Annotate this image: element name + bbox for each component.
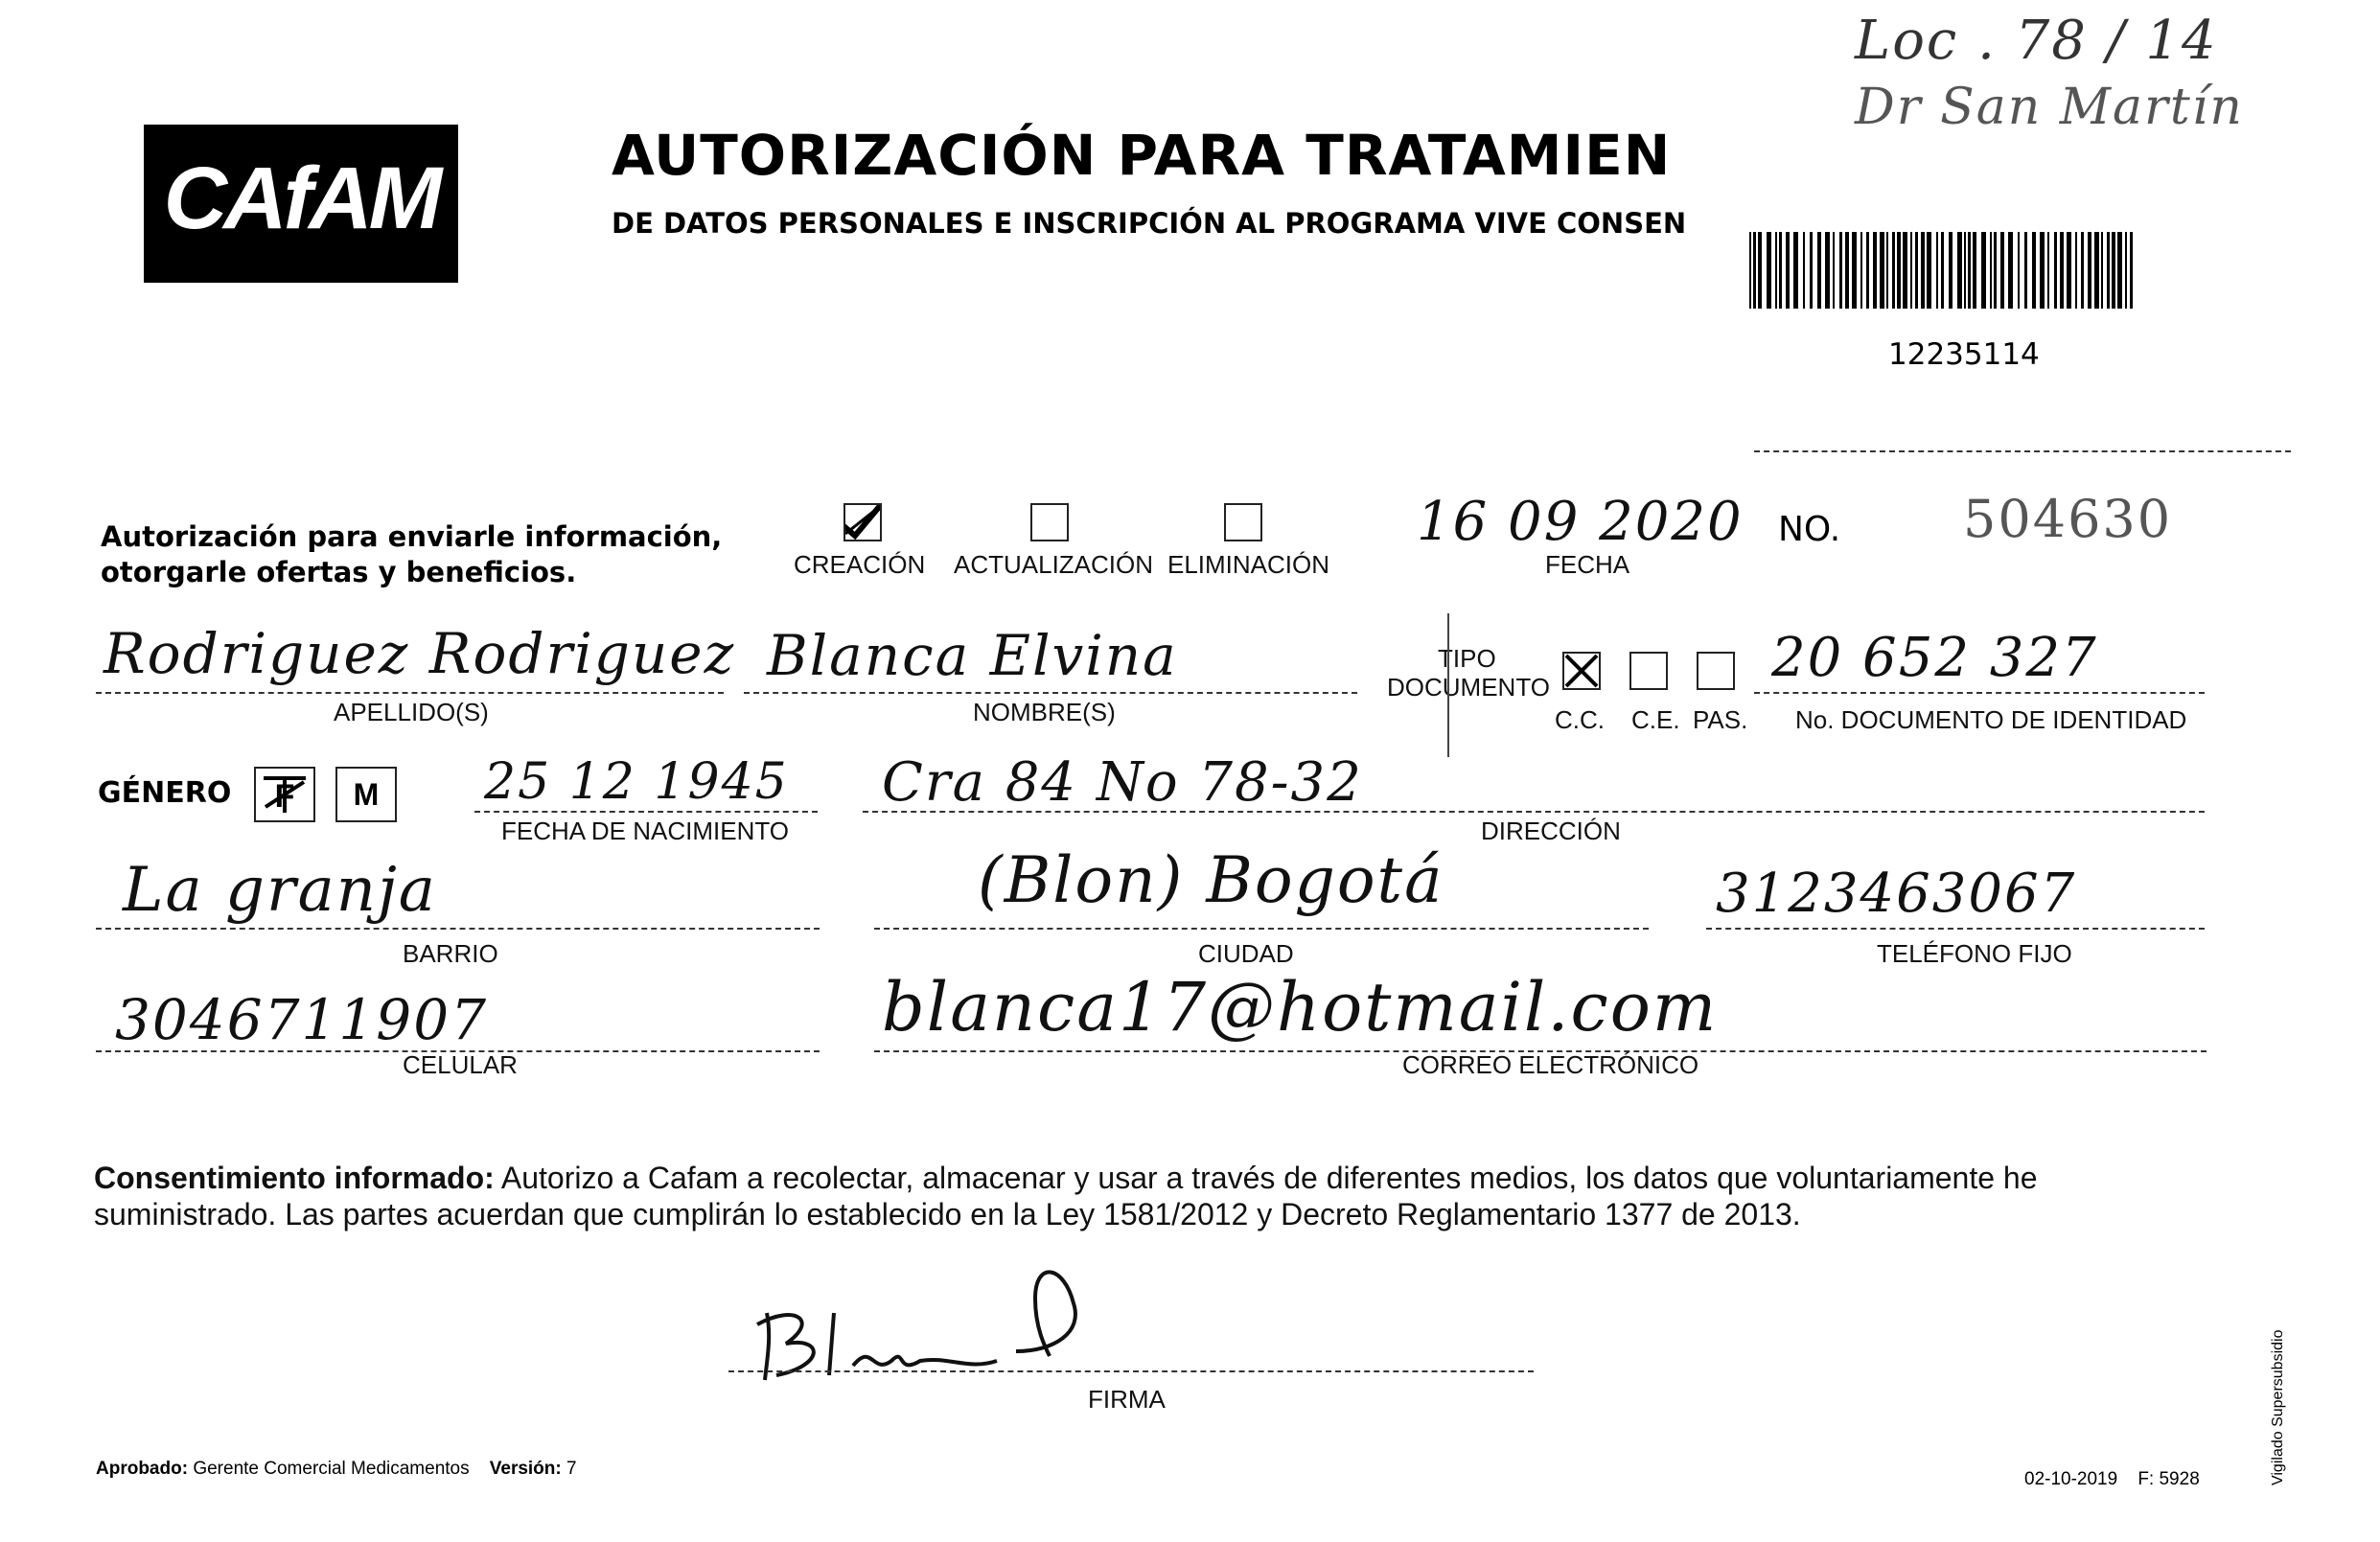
ciudad-value: (Blon) Bogotá bbox=[978, 843, 1444, 917]
barcode-bar bbox=[1941, 232, 1944, 309]
barcode-bar bbox=[1973, 232, 1976, 309]
nacimiento-value: 25 12 1945 bbox=[484, 753, 789, 811]
barcode-bar bbox=[1873, 232, 1877, 309]
barcode-bar bbox=[1767, 232, 1771, 309]
barcode-bar bbox=[2117, 232, 2122, 309]
genero-label: GÉNERO bbox=[98, 776, 232, 810]
correo-value: blanca17@hotmail.com bbox=[882, 968, 1719, 1047]
correo-label: CORREO ELECTRÓNICO bbox=[1402, 1050, 1699, 1079]
barcode-bar bbox=[1793, 232, 1798, 309]
checkbox-pas[interactable] bbox=[1697, 652, 1735, 690]
page-subtitle: DE DATOS PERSONALES E INSCRIPCIÓN AL PROGRAMA VIVE CONSEN bbox=[612, 207, 1687, 240]
page-title: AUTORIZACIÓN PARA TRATAMIEN bbox=[612, 123, 1672, 188]
barcode-bar bbox=[2094, 232, 2099, 309]
consentimiento-heading: Consentimiento informado: bbox=[94, 1161, 495, 1195]
barcode-bar bbox=[1839, 232, 1842, 309]
consent-text-line-1: Autorización para enviarle información, bbox=[101, 520, 723, 553]
barrio-label: BARRIO bbox=[403, 939, 498, 968]
svg-text:CAfAM: CAfAM bbox=[163, 150, 439, 247]
documento-numero-line bbox=[1754, 692, 2205, 694]
barcode-bar bbox=[1786, 232, 1790, 309]
documento-numero-value: 20 652 327 bbox=[1771, 627, 2098, 689]
tipo-documento-label-2: DOCUMENTO bbox=[1387, 673, 1550, 702]
barcode-bar bbox=[2000, 232, 2004, 309]
barcode-bar bbox=[2130, 232, 2133, 309]
barcode-bar bbox=[1817, 232, 1821, 309]
consentimiento-text-2: suministrado. Las partes acuerdan que cumplirán lo establecido en la Ley 1581/2012 y Decreto Reglamentario 1377 de 2013. bbox=[94, 1197, 1801, 1231]
barcode-bar bbox=[1753, 232, 1756, 309]
direccion-label: DIRECCIÓN bbox=[1481, 817, 1621, 845]
barcode bbox=[1749, 232, 2137, 309]
barcode-bar bbox=[1860, 232, 1862, 309]
genero-f-box[interactable] bbox=[254, 767, 315, 822]
aprobado-value: Gerente Comercial Medicamentos bbox=[193, 1459, 470, 1479]
barcode-bar bbox=[1981, 232, 1986, 309]
fecha-label: FECHA bbox=[1545, 550, 1630, 579]
doc-type-pas: PAS. bbox=[1693, 705, 1748, 734]
nombres-line bbox=[744, 692, 1357, 694]
barcode-bar bbox=[1852, 232, 1857, 309]
barcode-bar bbox=[2047, 232, 2049, 309]
ciudad-label: CIUDAD bbox=[1198, 939, 1294, 968]
barcode-bar bbox=[2008, 232, 2013, 309]
signature bbox=[728, 1246, 1131, 1399]
barcode-bar bbox=[2088, 232, 2091, 309]
apellidos-label: APELLIDO(S) bbox=[334, 698, 489, 726]
footer-f-code: F: 5928 bbox=[2137, 1469, 2200, 1489]
barcode-bar bbox=[2032, 232, 2036, 309]
tipo-documento-label-1: TIPO bbox=[1438, 644, 1496, 673]
barcode-bar bbox=[1866, 232, 1869, 309]
barcode-bar bbox=[1845, 232, 1849, 309]
footer-aprobado bbox=[96, 1459, 577, 1480]
version-value: 7 bbox=[566, 1459, 577, 1479]
barcode-bar bbox=[2101, 232, 2103, 309]
celular-label: CELULAR bbox=[403, 1050, 518, 1079]
barcode-bar bbox=[1833, 232, 1835, 309]
barcode-bar bbox=[1886, 232, 1888, 309]
barrio-line bbox=[96, 928, 820, 930]
barcode-bar bbox=[1936, 232, 1938, 309]
tipo-divider bbox=[1447, 613, 1449, 757]
barcode-bar bbox=[2125, 232, 2127, 309]
genero-m-box[interactable] bbox=[335, 767, 397, 822]
barcode-bar bbox=[1921, 232, 1925, 309]
option-label-creacion: CREACIÓN bbox=[794, 550, 926, 579]
direccion-value: Cra 84 No 78-32 bbox=[882, 751, 1363, 814]
celular-value: 3046711907 bbox=[115, 987, 489, 1052]
barcode-bar bbox=[1994, 232, 1997, 309]
checkbox-cc[interactable] bbox=[1562, 652, 1601, 690]
fecha-value: 16 09 2020 bbox=[1417, 491, 1744, 553]
telefono-line bbox=[1706, 928, 2205, 930]
barcode-bar bbox=[1758, 232, 1762, 309]
firma-line bbox=[728, 1370, 1534, 1372]
apellidos-value: Rodriguez Rodriguez bbox=[104, 621, 736, 686]
checkbox-eliminacion[interactable] bbox=[1224, 503, 1262, 541]
nombres-label: NOMBRE(S) bbox=[973, 698, 1116, 726]
barcode-bar bbox=[2107, 232, 2110, 309]
barcode-number: 12235114 bbox=[1888, 337, 2040, 372]
checkbox-actualizacion[interactable] bbox=[1030, 503, 1069, 541]
barcode-bar bbox=[2018, 232, 2020, 309]
numero-label: NO. bbox=[1778, 510, 1841, 549]
telefono-label: TELÉFONO FIJO bbox=[1877, 939, 2072, 968]
genero-m-letter: M bbox=[353, 777, 380, 812]
nacimiento-label: FECHA DE NACIMIENTO bbox=[501, 817, 790, 845]
separator-dashed bbox=[1754, 450, 2291, 452]
barcode-bar bbox=[2075, 232, 2077, 309]
barcode-bar bbox=[1910, 232, 1912, 309]
barcode-bar bbox=[1803, 232, 1805, 309]
cafam-logo bbox=[144, 125, 458, 283]
doc-type-cc: C.C. bbox=[1555, 705, 1605, 734]
barcode-bar bbox=[1968, 232, 1971, 309]
barrio-value: La granja bbox=[123, 855, 437, 926]
barcode-bar bbox=[2040, 232, 2045, 309]
checkbox-ce[interactable] bbox=[1629, 652, 1668, 690]
telefono-value: 3123463067 bbox=[1716, 863, 2077, 925]
version-label: Versión: bbox=[489, 1459, 562, 1479]
barcode-bar bbox=[1957, 232, 1962, 309]
numero-value: 504630 bbox=[1963, 489, 2173, 549]
barcode-bar bbox=[2067, 232, 2071, 309]
barcode-bar bbox=[1775, 232, 1777, 309]
barcode-bar bbox=[1825, 232, 1830, 309]
barcode-bar bbox=[1949, 232, 1953, 309]
documento-numero-label: No. DOCUMENTO DE IDENTIDAD bbox=[1795, 705, 2187, 734]
svg-text:F: F bbox=[274, 778, 295, 815]
x-mark-icon bbox=[1564, 654, 1599, 688]
aprobado-label: Aprobado: bbox=[96, 1459, 189, 1479]
ciudad-line bbox=[874, 928, 1649, 930]
apellidos-line bbox=[96, 692, 724, 694]
barcode-bar bbox=[2024, 232, 2027, 309]
barcode-bar bbox=[1964, 232, 1966, 309]
nacimiento-line bbox=[474, 811, 818, 813]
barcode-bar bbox=[1749, 232, 1751, 309]
barcode-bar bbox=[1892, 232, 1895, 309]
barcode-bar bbox=[2112, 232, 2115, 309]
footer-codes bbox=[2024, 1469, 2200, 1490]
barcode-bar bbox=[1927, 232, 1931, 309]
check-mark-icon bbox=[845, 505, 880, 540]
barcode-bar bbox=[1897, 232, 1901, 309]
consent-text-line-2: otorgarle ofertas y beneficios. bbox=[101, 556, 577, 588]
side-vigilado-text: Vigilado Supersubsidio bbox=[2270, 1329, 2286, 1485]
consentimiento-text-1: Autorizo a Cafam a recolectar, almacenar y usar a través de diferentes medios, los datos que voluntariamente he bbox=[500, 1161, 2038, 1195]
option-label-actualizacion: ACTUALIZACIÓN bbox=[954, 550, 1154, 579]
footer-date-code: 02-10-2019 bbox=[2024, 1469, 2118, 1489]
annotation-line-2: Dr San Martín bbox=[1855, 79, 2244, 136]
barcode-bar bbox=[1779, 232, 1782, 309]
annotation-line-1: Loc . 78 / 14 bbox=[1855, 10, 2218, 72]
barcode-bar bbox=[2081, 232, 2084, 309]
barcode-bar bbox=[1915, 232, 1918, 309]
consentimiento-paragraph bbox=[94, 1160, 2203, 1232]
barcode-bar bbox=[1810, 232, 1813, 309]
genero-f-mark bbox=[256, 769, 313, 820]
doc-type-ce: C.E. bbox=[1631, 705, 1680, 734]
checkbox-creacion[interactable] bbox=[843, 503, 882, 541]
option-label-eliminacion: ELIMINACIÓN bbox=[1167, 550, 1330, 579]
cafam-logo-mark bbox=[144, 125, 458, 283]
direccion-line bbox=[863, 811, 2205, 813]
firma-label: FIRMA bbox=[1088, 1385, 1166, 1414]
barcode-bar bbox=[1990, 232, 1992, 309]
barcode-bar bbox=[1880, 232, 1884, 309]
barcode-bar bbox=[1903, 232, 1907, 309]
barcode-bar bbox=[2054, 232, 2057, 309]
barcode-bar bbox=[2060, 232, 2064, 309]
nombres-value: Blanca Elvina bbox=[767, 623, 1178, 688]
